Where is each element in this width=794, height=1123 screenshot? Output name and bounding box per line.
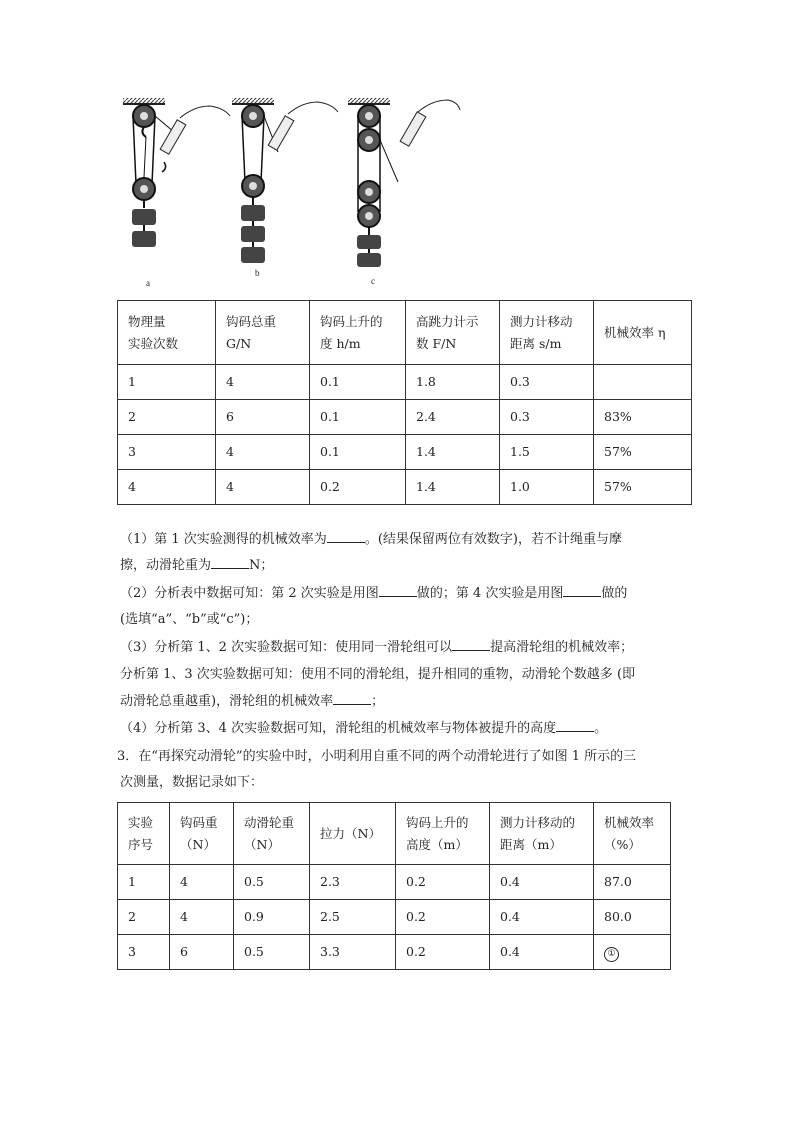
question-1-line-1: （1）第 1 次实验测得的机械效率为 。(结果保留两位有效数字)，若不计绳重与摩	[120, 527, 700, 553]
cell: 57%	[594, 435, 692, 470]
setup-b	[232, 98, 338, 263]
cell: 0.3	[500, 400, 594, 435]
cell: 0.2	[310, 470, 406, 505]
cell: 1.5	[500, 435, 594, 470]
question-2-line-2: (选填“a”、“b”或“c”)；	[120, 612, 259, 627]
cell: 1.4	[406, 470, 500, 505]
cell: 1.8	[406, 365, 500, 400]
label-a: a	[146, 278, 150, 288]
pulley-diagram	[118, 92, 463, 292]
cell: 4	[118, 470, 216, 505]
cell: 2	[118, 900, 170, 935]
table-row	[118, 935, 671, 970]
header-cell: 测力计移动的 距离（m）	[490, 803, 594, 865]
table-row	[118, 365, 692, 400]
answer-blank[interactable]	[333, 690, 371, 705]
cell: 0.3	[500, 365, 594, 400]
problem-3-line-1: 3．在“再探究动滑轮”的实验中时，小明利用自重不同的两个动滑轮进行了如图 1 所示的三	[117, 749, 637, 764]
cell: 87.0	[594, 865, 671, 900]
cell: 4	[216, 470, 310, 505]
cell: 0.9	[234, 900, 310, 935]
cell: 0.5	[234, 935, 310, 970]
experiment-table-2	[117, 802, 671, 970]
header-cell: 物理量 实验次数	[118, 301, 216, 365]
cell: 4	[216, 435, 310, 470]
cell: 2.4	[406, 400, 500, 435]
setup-c	[348, 98, 460, 267]
header-cell: 实验 序号	[118, 803, 170, 865]
cell: 4	[170, 865, 234, 900]
question-3-line-1: （3）分析第 1、2 次实验数据可知：使用同一滑轮组可以 提高滑轮组的机械效率；	[120, 635, 700, 661]
cell: 0.2	[396, 900, 490, 935]
cell: 3	[118, 435, 216, 470]
label-c: c	[371, 276, 375, 286]
cell	[594, 935, 671, 970]
table-row	[118, 470, 692, 505]
cell: 6	[170, 935, 234, 970]
table-row	[118, 900, 671, 935]
circled-number-1: ①	[604, 947, 619, 962]
header-cell: 钩码重 （N）	[170, 803, 234, 865]
question-3-line-3: 动滑轮总重越重)，滑轮组的机械效率 ；	[120, 689, 700, 715]
cell: 4	[170, 900, 234, 935]
cell: 6	[216, 400, 310, 435]
header-cell: 机械效率 η	[594, 301, 692, 365]
header-cell: 拉力（N）	[310, 803, 396, 865]
label-b: b	[255, 268, 260, 278]
pulley-figure	[118, 92, 463, 292]
answer-blank[interactable]	[563, 582, 601, 597]
cell: 80.0	[594, 900, 671, 935]
cell: 1.0	[500, 470, 594, 505]
cell: 0.4	[490, 865, 594, 900]
header-cell: 机械效率 （%）	[594, 803, 671, 865]
question-2-line-1: （2）分析表中数据可知：第 2 次实验是用图 做的；第 4 次实验是用图 做的	[120, 581, 700, 607]
answer-blank[interactable]	[452, 636, 490, 651]
answer-blank[interactable]	[556, 717, 594, 732]
cell: 1.4	[406, 435, 500, 470]
header-cell: 钩码上升的 度 h/m	[310, 301, 406, 365]
answer-blank[interactable]	[327, 528, 365, 543]
cell: 3.3	[310, 935, 396, 970]
cell	[594, 365, 692, 400]
question-4: （4）分析第 3、4 次实验数据可知，滑轮组的机械效率与物体被提升的高度 。	[120, 716, 700, 742]
cell: 0.2	[396, 935, 490, 970]
header-cell: 钩码总重 G/N	[216, 301, 310, 365]
header-cell: 高跳力计示 数 F/N	[406, 301, 500, 365]
cell: 4	[216, 365, 310, 400]
cell: 0.4	[490, 935, 594, 970]
cell: 2.5	[310, 900, 396, 935]
header-cell: 钩码上升的 高度（m）	[396, 803, 490, 865]
answer-blank[interactable]	[379, 582, 417, 597]
cell: 1	[118, 865, 170, 900]
table-header-row	[118, 301, 692, 365]
setup-a	[123, 98, 230, 247]
cell: 1	[118, 365, 216, 400]
cell: 0.1	[310, 365, 406, 400]
answer-blank[interactable]	[211, 554, 249, 569]
cell: 57%	[594, 470, 692, 505]
cell: 2.3	[310, 865, 396, 900]
problem-3-line-2: 次测量，数据记录如下：	[120, 775, 264, 790]
cell: 0.5	[234, 865, 310, 900]
cell: 0.1	[310, 435, 406, 470]
cell: 2	[118, 400, 216, 435]
experiment-table-1	[117, 300, 692, 505]
cell: 83%	[594, 400, 692, 435]
cell: 0.2	[396, 865, 490, 900]
header-cell: 动滑轮重 （N）	[234, 803, 310, 865]
header-cell: 测力计移动 距离 s/m	[500, 301, 594, 365]
table-row	[118, 400, 692, 435]
table-row	[118, 865, 671, 900]
question-1-line-2: 擦，动滑轮重为 N；	[120, 553, 700, 579]
question-3-line-2: 分析第 1、3 次实验数据可知：使用不同的滑轮组，提升相同的重物，动滑轮个数越多 (即	[120, 667, 636, 682]
cell: 3	[118, 935, 170, 970]
cell: 0.1	[310, 400, 406, 435]
table-row	[118, 435, 692, 470]
table-header-row	[118, 803, 671, 865]
cell: 0.4	[490, 900, 594, 935]
